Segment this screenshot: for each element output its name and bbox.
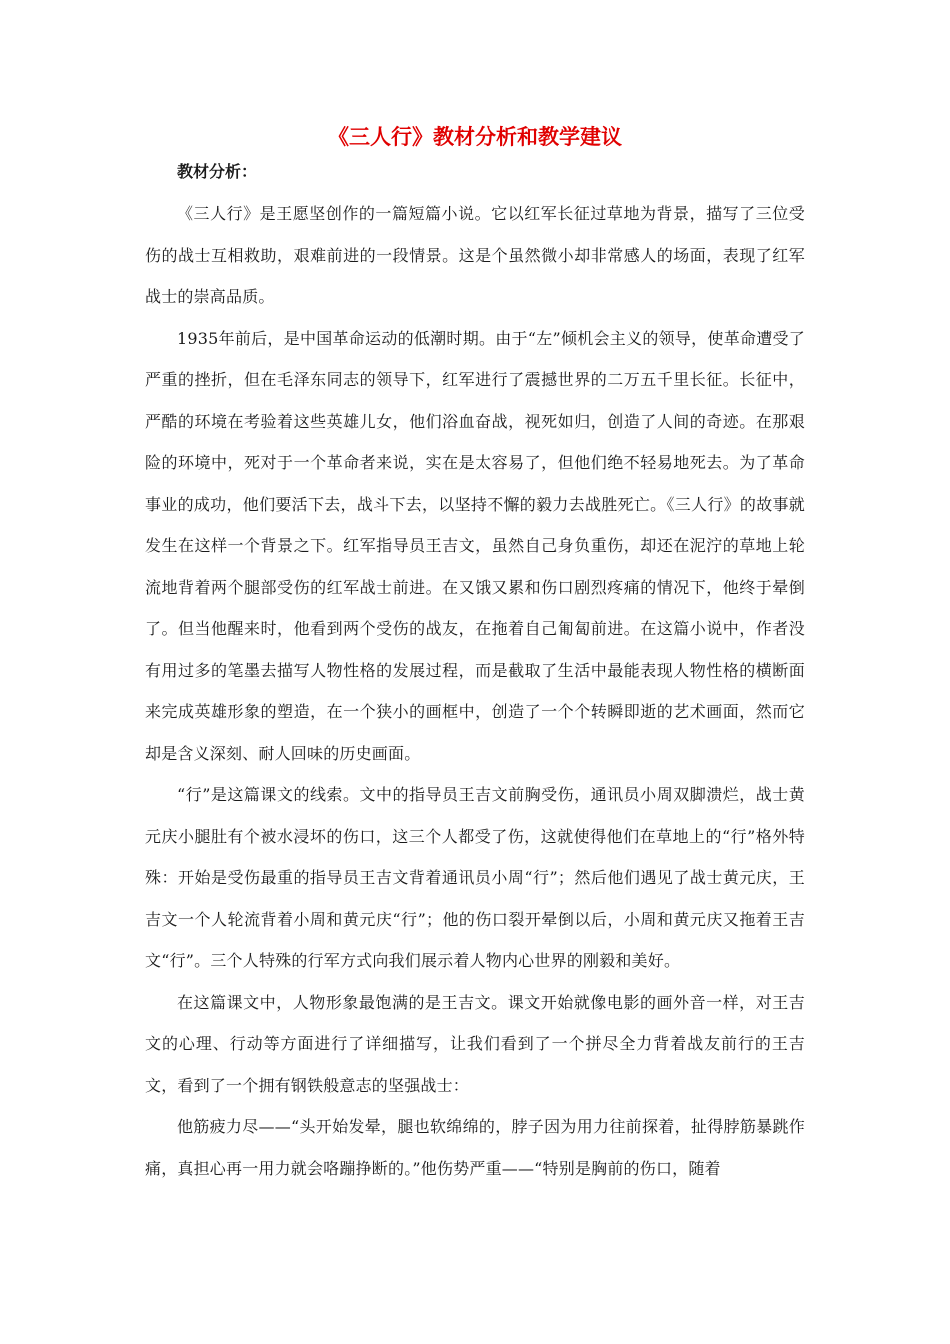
body-text — [145, 193, 805, 1189]
section-heading: 教材分析： — [177, 162, 258, 181]
document-title: 《三人行》教材分析和教学建议 — [328, 125, 622, 149]
paragraph: 在这篇课文中，人物形象最饱满的是王吉文。课文开始就像电影的画外音一样，对王吉文的心理、行动等方面进行了详细描写，让我们看到了一个拼尽全力背着战友前行的王吉文，看到了一个拥有钢铁般意志的坚强战士： — [145, 992, 805, 1095]
paragraph: “行”是这篇课文的线索。文中的指导员王吉文前胸受伤，通讯员小周双脚溃烂，战士黄元庆小腿肚有个被水浸坏的伤口，这三个人都受了伤，这就使得他们在草地上的“行”格外特殊：开始是受伤最重的指导员王吉文背着通讯员小周“行”；然后他们遇见了战士黄元庆，王吉文一个人轮流背着小周和黄元庆“行”；他的伤口裂开晕倒以后，小周和黄元庆又拖着王吉文“行”。三个人特殊的行军方式向我们展示着人物内心世界的刚毅和美好。 — [145, 785, 805, 970]
paragraph: 他筋疲力尽——“头开始发晕，腿也软绵绵的，脖子因为用力往前探着，扯得脖筋暴跳作痛，真担心再一用力就会咯蹦挣断的。”他伤势严重——“特别是胸前的伤口，随着 — [145, 1117, 805, 1178]
paragraph: 1935年前后，是中国革命运动的低潮时期。由于“左”倾机会主义的领导，使革命遭受了严重的挫折，但在毛泽东同志的领导下，红军进行了震撼世界的二万五千里长征。长征中，严酷的环境在考验着这些英雄儿女，他们浴血奋战，视死如归，创造了人间的奇迹。在那艰险的环境中，死对于一个革命者来说，实在是太容易了，但他们绝不轻易地死去。为了革命事业的成功，他们要活下去，战斗下去，以坚持不懈的毅力去战胜死亡。《三人行》的故事就发生在这样一个背景之下。红军指导员王吉文，虽然自己身负重伤，却还在泥泞的草地上轮流地背着两个腿部受伤的红军战士前进。在又饿又累和伤口剧烈疼痛的情况下，他终于晕倒了。但当他醒来时，他看到两个受伤的战友，在拖着自己匍匐前进。在这篇小说中，作者没有用过多的笔墨去描写人物性格的发展过程，而是截取了生活中最能表现人物性格的横断面来完成英雄形象的塑造，在一个狭小的画框中，创造了一个个转瞬即逝的艺术画面，然而它却是含义深刻、耐人回味的历史画面。 — [145, 328, 805, 763]
paragraph: 《三人行》是王愿坚创作的一篇短篇小说。它以红军长征过草地为背景，描写了三位受伤的战士互相救助，艰难前进的一段情景。这是个虽然微小却非常感人的场面，表现了红军战士的崇高品质。 — [145, 204, 805, 306]
